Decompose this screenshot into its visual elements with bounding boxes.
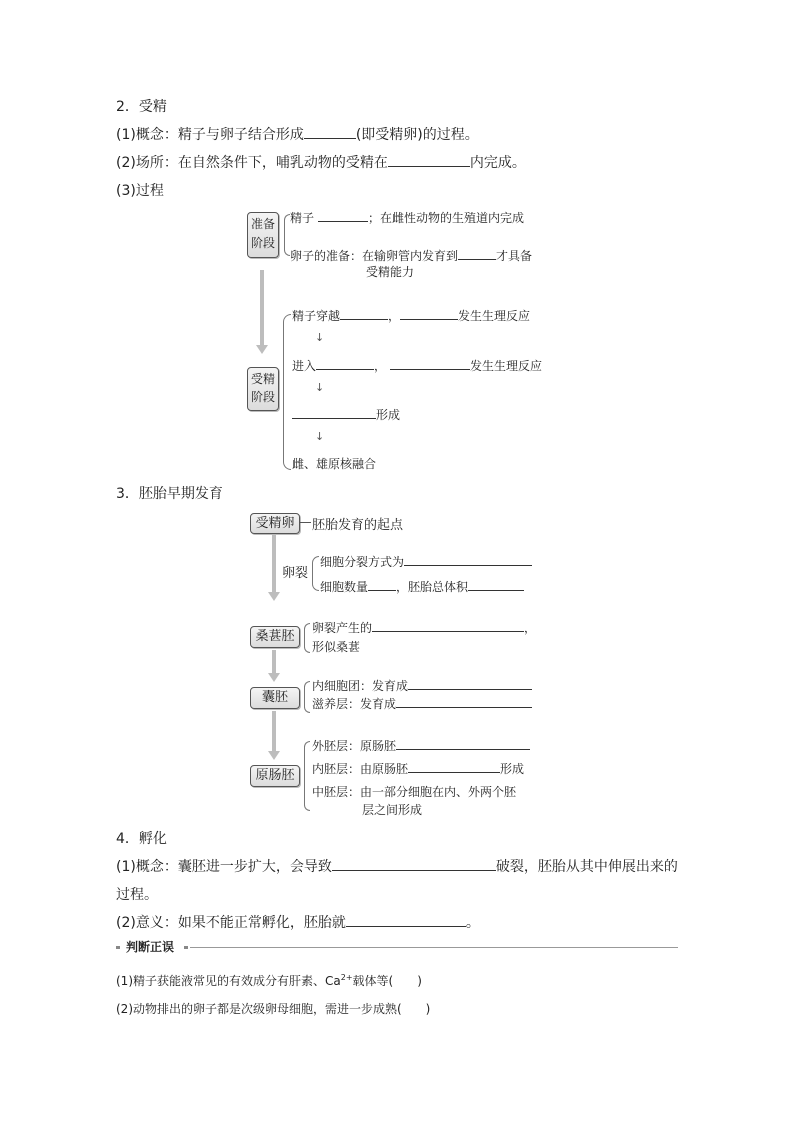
step3-text: 形成 — [376, 408, 401, 422]
judge-q1 — [116, 972, 422, 989]
stage-arrow-line — [260, 270, 264, 346]
morula-text: 卵裂产生的 — [312, 621, 373, 635]
zygote-desc: 胚胎发育的起点 — [312, 518, 404, 533]
fert-stage-line1: 受精 — [250, 372, 275, 386]
step2-comma: ， — [374, 359, 387, 373]
q1-text: (1)精子获能液常见的有效成分有肝素、Ca — [116, 974, 341, 988]
hatching-text: (1)概念：囊胚进一步扩大，会导致 — [116, 859, 332, 875]
answer-blank[interactable] — [458, 247, 496, 260]
gastrula-box: 原肠胚 — [250, 765, 300, 787]
answer-blank[interactable] — [304, 126, 356, 139]
step2-end: 发生生理反应 — [470, 359, 543, 373]
prep-stage-line2: 阶段 — [250, 236, 275, 250]
answer-blank[interactable] — [368, 578, 396, 591]
morula-comma: ， — [524, 621, 537, 635]
hatching-meaning — [116, 912, 480, 932]
ectoderm — [312, 737, 530, 754]
endo-text: 内胚层：由原肠胚 — [312, 762, 409, 776]
down-arrow-icon: ↓ — [315, 430, 325, 443]
cleavage-mode-text: 细胞分裂方式为 — [320, 555, 405, 569]
section2-heading: 2．受精 — [116, 99, 167, 115]
answer-blank[interactable] — [346, 914, 466, 927]
divider-mark — [184, 946, 188, 949]
dev-arrow-line-1 — [272, 535, 276, 593]
troph-text: 滋养层：发育成 — [312, 697, 397, 711]
dev-arrow-head-1 — [268, 592, 280, 601]
hatching-concept-cont: 过程。 — [116, 887, 158, 903]
q1-end[interactable]: 载体等( ) — [352, 974, 422, 988]
answer-blank[interactable] — [468, 578, 524, 591]
place-text-end: 内完成。 — [469, 155, 526, 171]
cleavage-label: 卵裂 — [282, 566, 309, 581]
meaning-end: 。 — [465, 915, 480, 931]
answer-blank[interactable] — [396, 737, 530, 750]
prep-stage-line1: 准备 — [250, 217, 275, 231]
fert-step4: 雌、雄原核融合 — [292, 457, 377, 471]
answer-blank[interactable] — [408, 760, 500, 773]
answer-blank[interactable] — [340, 307, 388, 320]
step2-text: 进入 — [292, 359, 317, 373]
mesoderm-line1: 中胚层：由一部分细胞在内、外两个胚 — [312, 785, 517, 799]
morula-line1 — [312, 619, 536, 636]
egg-ability: 受精能力 — [366, 265, 415, 279]
fertilization-concept — [116, 124, 479, 144]
inner-cell-mass — [312, 677, 532, 694]
answer-blank[interactable] — [388, 154, 470, 167]
blastocyst-brace — [304, 681, 310, 713]
judge-title: 判断正误 — [126, 940, 175, 954]
cleavage-count — [320, 578, 524, 595]
egg-text-end: 才具备 — [496, 249, 533, 263]
fert-step3 — [292, 406, 400, 423]
sperm-text: ；在雌性动物的生殖道内完成 — [368, 211, 525, 225]
fert-stage-line2: 阶段 — [250, 390, 275, 404]
fert-brace — [283, 314, 291, 470]
gastrula-brace — [304, 741, 310, 811]
dev-arrow-line-2 — [272, 650, 276, 674]
step1-comma: ， — [388, 309, 401, 323]
mesoderm-line2: 层之间形成 — [362, 803, 423, 817]
hatching-concept — [116, 856, 678, 876]
morula-line2: 形似桑葚 — [312, 640, 361, 654]
cell-count-text: 细胞数量 — [320, 580, 369, 594]
fert-step1 — [292, 307, 530, 324]
volume-text: ，胚胎总体积 — [396, 580, 469, 594]
down-arrow-icon: ↓ — [315, 331, 325, 344]
cleavage-mode — [320, 553, 532, 570]
sperm-prep — [290, 209, 524, 226]
fert-step2 — [292, 357, 542, 374]
answer-blank[interactable] — [332, 858, 496, 871]
blastocyst-box: 囊胚 — [250, 687, 300, 709]
connector-line — [299, 522, 311, 523]
answer-blank[interactable] — [372, 619, 524, 632]
step1-text: 精子穿越 — [292, 309, 341, 323]
down-arrow-icon: ↓ — [315, 381, 325, 394]
divider-lead — [116, 946, 120, 949]
process-label: (3)过程 — [116, 183, 164, 199]
answer-blank[interactable] — [404, 553, 532, 566]
divider-line — [190, 947, 678, 948]
prep-stage-box — [247, 212, 279, 258]
fert-stage-box — [247, 367, 279, 411]
answer-blank[interactable] — [316, 357, 374, 370]
dev-arrow-head-3 — [268, 751, 280, 760]
dev-arrow-line-3 — [272, 711, 276, 752]
answer-blank[interactable] — [396, 695, 532, 708]
morula-brace — [304, 623, 310, 653]
answer-blank[interactable] — [318, 209, 368, 222]
cleavage-brace — [312, 556, 319, 591]
step1-end: 发生生理反应 — [458, 309, 531, 323]
judge-q2[interactable]: (2)动物排出的卵子都是次级卵母细胞，需进一步成熟( ) — [116, 1002, 431, 1016]
fertilization-place — [116, 152, 526, 172]
hatching-text-end: 破裂，胚胎从其中伸展出来的 — [495, 859, 678, 875]
concept-text: (1)概念：精子与卵子结合形成 — [116, 127, 304, 143]
sperm-label: 精子 — [290, 211, 315, 225]
section4-heading: 4．孵化 — [116, 831, 167, 847]
zygote-box: 受精卵 — [250, 513, 300, 534]
egg-prep — [290, 247, 532, 264]
endo-end: 形成 — [500, 762, 525, 776]
endoderm — [312, 760, 524, 777]
answer-blank[interactable] — [400, 307, 458, 320]
dev-arrow-head-2 — [268, 673, 280, 682]
ecto-text: 外胚层：原肠胚 — [312, 739, 397, 753]
icm-text: 内细胞团：发育成 — [312, 679, 409, 693]
q1-superscript: 2+ — [340, 973, 353, 982]
place-text: (2)场所：在自然条件下，哺乳动物的受精在 — [116, 155, 388, 171]
section3-heading: 3．胚胎早期发育 — [116, 486, 223, 502]
trophoblast — [312, 695, 532, 712]
answer-blank[interactable] — [408, 677, 532, 690]
morula-box: 桑葚胚 — [250, 626, 300, 648]
stage-arrow-head — [256, 345, 268, 354]
answer-blank[interactable] — [390, 357, 470, 370]
concept-text-end: (即受精卵)的过程。 — [355, 127, 479, 143]
egg-text: 卵子的准备：在输卵管内发育到 — [290, 249, 459, 263]
answer-blank[interactable] — [292, 406, 376, 419]
meaning-text: (2)意义：如果不能正常孵化，胚胎就 — [116, 915, 346, 931]
